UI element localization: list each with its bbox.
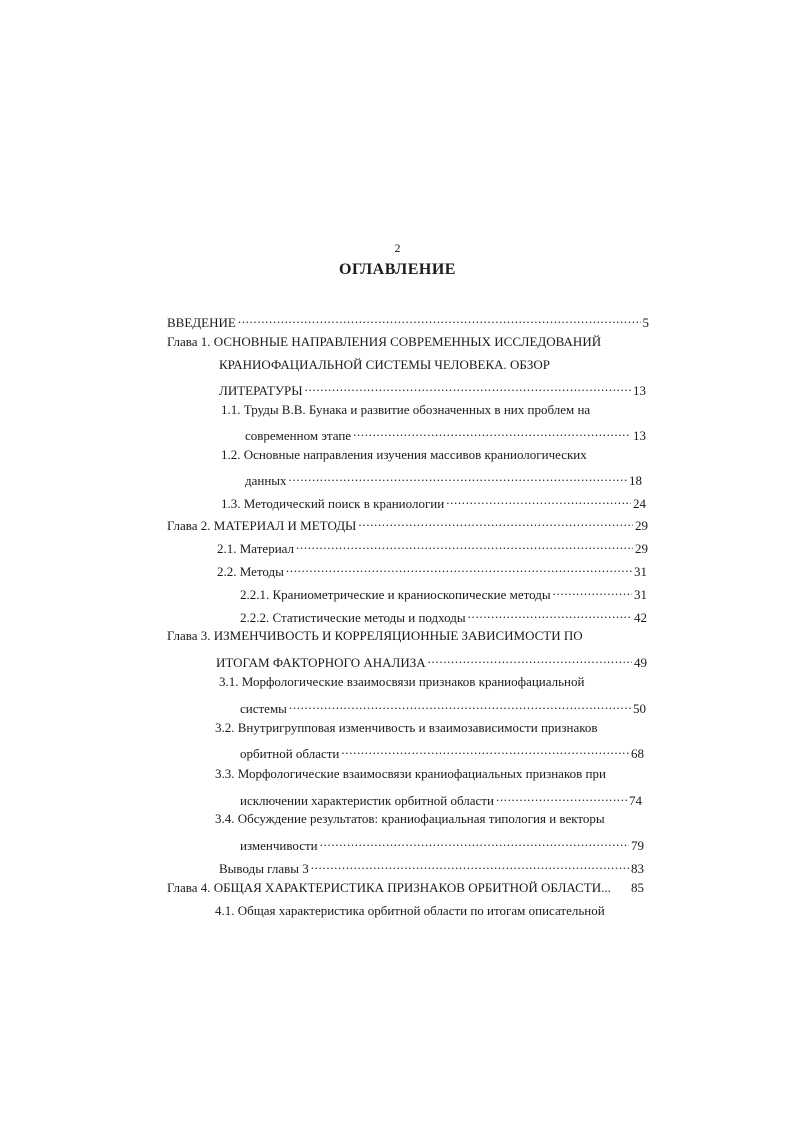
toc-entry-page: 79 — [631, 838, 644, 853]
toc-section-1-1-line-2[interactable] — [245, 424, 646, 443]
toc-section-3-4-line-2[interactable] — [240, 834, 644, 853]
toc-entry-text: 2.1. Материал — [217, 541, 295, 556]
toc-entry-text: системы — [240, 701, 287, 716]
toc-section-3-2-line-1[interactable]: 3.2. Внутригрупповая изменчивость и взаимозависимости признаков — [215, 720, 598, 735]
toc-entry-text: ВВЕДЕНИЕ — [167, 315, 236, 330]
leader-dots — [468, 606, 632, 622]
toc-section-3-1-line-1[interactable]: 3.1. Морфологические взаимосвязи признаков краниофациальной — [219, 674, 585, 689]
toc-section-4-1-line-1[interactable]: 4.1. Общая характеристика орбитной области по итогам описательной — [215, 903, 605, 918]
toc-section-2-2[interactable] — [217, 560, 647, 579]
toc-entry-text: данных — [245, 473, 287, 488]
toc-entry-page: 29 — [635, 518, 648, 533]
toc-title: ОГЛАВЛЕНИЕ — [339, 261, 456, 278]
leader-dots — [496, 789, 627, 805]
toc-entry-page: 31 — [634, 587, 647, 602]
toc-entry-page: 83 — [631, 861, 644, 876]
leader-dots — [353, 424, 631, 440]
toc-entry-text: орбитной области — [240, 746, 340, 761]
leader-dots — [428, 651, 632, 667]
toc-entry-page: 42 — [634, 610, 647, 625]
leader-dots — [358, 514, 633, 530]
toc-chapter-2[interactable] — [167, 514, 648, 533]
toc-entry-text: Выводы главы 3 — [219, 861, 309, 876]
toc-entry-introduction[interactable] — [167, 311, 649, 330]
toc-entry-text: 2.2.1. Краниометрические и краниоскопические методы — [240, 587, 551, 602]
leader-dots — [296, 537, 633, 553]
leader-dots — [311, 857, 629, 873]
toc-entry-text: 2.2.2. Статистические методы и подходы — [240, 610, 466, 625]
toc-section-3-3-line-1[interactable]: 3.3. Морфологические взаимосвязи краниофациальных признаков при — [215, 766, 606, 781]
toc-chapter-4[interactable] — [167, 880, 644, 896]
toc-section-1-2-line-2[interactable] — [245, 469, 642, 488]
toc-entry-page: 5 — [642, 315, 649, 330]
toc-chapter-3-conclusions[interactable] — [219, 857, 644, 876]
toc-entry-text: ЛИТЕРАТУРЫ — [219, 383, 303, 398]
toc-entry-page: 31 — [634, 564, 647, 579]
toc-section-1-3[interactable] — [221, 492, 646, 511]
toc-section-2-2-2[interactable] — [240, 606, 647, 625]
leader-dots — [553, 583, 632, 599]
leader-dots — [341, 742, 629, 758]
toc-entry-text: современном этапе — [245, 428, 352, 443]
toc-entry-page: 68 — [631, 746, 644, 761]
toc-section-3-4-line-1[interactable]: 3.4. Обсуждение результатов: краниофациальная типология и векторы — [215, 811, 605, 826]
toc-section-1-2-line-1[interactable]: 1.2. Основные направления изучения массивов краниологических — [221, 447, 587, 462]
toc-chapter-1-line-2[interactable]: КРАНИОФАЦИАЛЬНОЙ СИСТЕМЫ ЧЕЛОВЕКА. ОБЗОР — [219, 357, 550, 372]
toc-section-3-1-line-2[interactable] — [240, 697, 646, 716]
toc-section-2-2-1[interactable] — [240, 583, 647, 602]
leader-dots — [305, 379, 631, 395]
toc-section-3-2-line-2[interactable] — [240, 742, 644, 761]
toc-chapter-3-line-1[interactable]: Глава 3. ИЗМЕНЧИВОСТЬ И КОРРЕЛЯЦИОННЫЕ ЗАВИСИМОСТИ ПО — [167, 628, 583, 643]
toc-entry-text: 2.2. Методы — [217, 564, 284, 579]
toc-section-2-1[interactable] — [217, 537, 648, 556]
toc-entry-page: 18 — [629, 473, 642, 488]
toc-entry-text: исключении характеристик орбитной области — [240, 793, 494, 808]
toc-entry-text: Глава 4. ОБЩАЯ ХАРАКТЕРИСТИКА ПРИЗНАКОВ ОРБИТНОЙ ОБЛАСТИ... — [167, 880, 611, 895]
toc-chapter-1-line-3[interactable] — [219, 379, 646, 398]
leader-dots — [289, 469, 627, 485]
leader-dots — [286, 560, 632, 576]
leader-dots — [289, 697, 631, 713]
toc-section-3-3-line-2[interactable] — [240, 789, 642, 808]
toc-entry-text: изменчивости — [240, 838, 318, 853]
toc-entry-text: Глава 2. МАТЕРИАЛ И МЕТОДЫ — [167, 518, 357, 533]
leader-dots — [238, 311, 641, 327]
leader-dots — [446, 492, 631, 508]
toc-chapter-3-line-2[interactable] — [216, 651, 647, 670]
toc-entry-page: 74 — [629, 793, 642, 808]
leader-dots — [320, 834, 629, 850]
toc-entry-page: 85 — [631, 880, 644, 895]
toc-entry-page: 13 — [633, 383, 646, 398]
toc-entry-page: 24 — [633, 496, 646, 511]
page-number: 2 — [394, 241, 401, 255]
toc-section-1-1-line-1[interactable]: 1.1. Труды В.В. Бунака и развитие обозначенных в них проблем на — [221, 402, 591, 417]
toc-entry-text: ИТОГАМ ФАКТОРНОГО АНАЛИЗА — [216, 655, 426, 670]
toc-entry-text: 1.3. Методический поиск в краниологии — [221, 496, 445, 511]
toc-chapter-1-line-1[interactable]: Глава 1. ОСНОВНЫЕ НАПРАВЛЕНИЯ СОВРЕМЕННЫХ ИССЛЕДОВАНИЙ — [167, 334, 602, 349]
toc-entry-page: 29 — [635, 541, 648, 556]
toc-entry-page: 50 — [633, 701, 646, 716]
toc-entry-page: 13 — [633, 428, 646, 443]
toc-entry-page: 49 — [634, 655, 647, 670]
